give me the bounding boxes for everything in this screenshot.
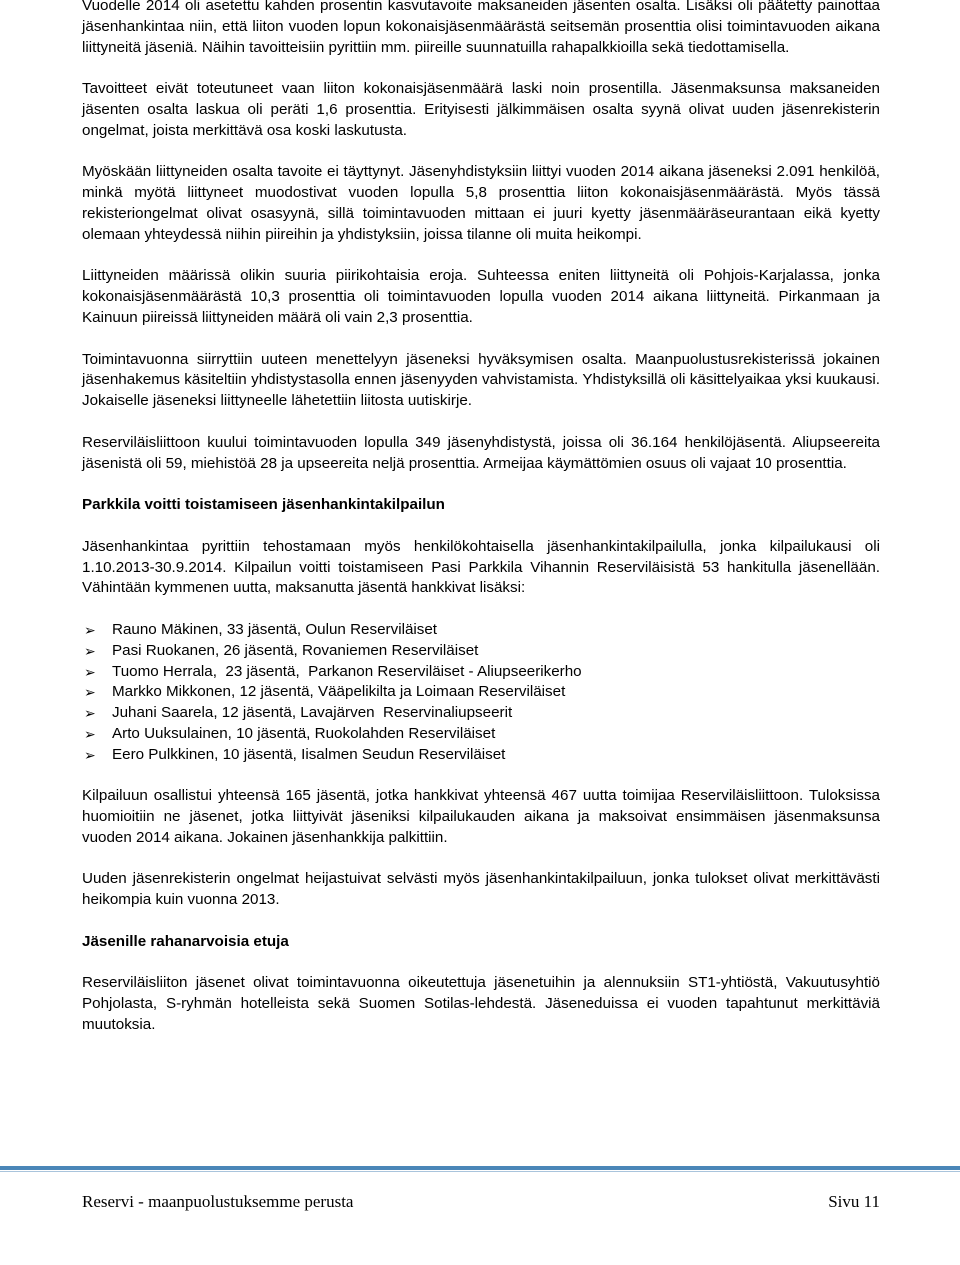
list-item — [82, 745, 880, 766]
list-item — [82, 641, 880, 662]
paragraph: Vuodelle 2014 oli asetettu kahden prosentin kasvutavoite maksaneiden jäsenten osalta. Lisäksi oli päätetty painottaa jäsenhankintaa niin, että liiton vuoden lopun kokonaisjäsenmäärästä seitsemän prosenttia olisi toimintavuoden aikana liittyneitä jäseniä. Näihin tavoitteisiin pyrittiin mm. piireille suunnatuilla rahapalkkioilla sekä tiedottamisella. — [82, 0, 880, 56]
list-item-text: Rauno Mäkinen, 33 jäsentä, Oulun Reserviläiset — [112, 620, 438, 638]
paragraph: Toimintavuonna siirryttiin uuteen menettelyyn jäseneksi hyväksymisen osalta. Maanpuolustusrekisterissä jokainen jäsenhakemus käsiteltiin yhdistystasolla ennen jäsenyyden vahvistamista. Yhdistyksillä oli käsittelyaikaa yksi kuukausi. Jokaiselle jäseneksi liittyneelle lähetettiin liitosta uutiskirje. — [82, 350, 880, 410]
arrow-bullet-icon: ➢ — [84, 746, 96, 763]
list-item-text: Pasi Ruokanen, 26 jäsentä, Rovaniemen Reserviläiset — [112, 641, 479, 659]
list-item — [82, 682, 880, 703]
page-number: Sivu 11 — [828, 1192, 880, 1211]
list-item-text: Juhani Saarela, 12 jäsentä, Lavajärven Reservinaliupseerit — [112, 704, 513, 722]
arrow-bullet-icon: ➢ — [84, 705, 96, 722]
list-item — [82, 662, 880, 683]
paragraph: Myöskään liittyneiden osalta tavoite ei täyttynyt. Jäsenyhdistyksiin liittyi vuoden 2014 aikana jäseneksi 2.091 henkilöä, minkä myötä liittyneet muodostivat vuoden lopulla 5,8 prosenttia liiton kokonaisjäsenmäärästä. Myös tässä rekisteriongelmat olivat osasyynä, sillä toimintavuoden mittaan ei juuri kyetty jäsenmääräseurantaan eikä kyetty olemaan yhteydessä niihin piireihin ja yhdistyksiin, joissa tilanne oli muita heikompi. — [82, 163, 880, 243]
footer-title: Reservi - maanpuolustuksemme perusta — [82, 1192, 354, 1211]
arrow-bullet-icon: ➢ — [84, 642, 96, 659]
competitor-list — [82, 620, 880, 766]
list-item — [82, 620, 880, 641]
page-content — [82, 0, 880, 1057]
list-item-text: Tuomo Herrala, 23 jäsentä, Parkanon Reserviläiset - Aliupseerikerho — [112, 662, 582, 680]
paragraph: Kilpailuun osallistui yhteensä 165 jäsentä, jotka hankkivat yhteensä 467 uutta toimijaa Reserviläisliittoon. Tuloksissa huomioitiin ne jäsenet, jotka liittyivät jäseniksi kilpailukauden aikana ja maksoivat ensimmäisen jäsenmaksunsa vuoden 2014 aikana. Jokainen jäsenhankkija palkittiin. — [82, 787, 880, 846]
list-item — [82, 703, 880, 724]
paragraph: Reserviläisliiton jäsenet olivat toimintavuonna oikeutettuja jäsenetuihin ja alennuksiin ST1-yhtiöstä, Vakuutusyhtiö Pohjolasta, S-ryhmän hotelleista sekä Suomen Sotilas-lehdestä. Jäseneduissa ei vuoden tapahtunut merkittäviä muutoksia. — [82, 974, 880, 1034]
list-item-text: Markko Mikkonen, 12 jäsentä, Vääpelikilta ja Loimaan Reserviläiset — [112, 683, 566, 701]
arrow-bullet-icon: ➢ — [84, 725, 96, 742]
section-heading: Jäsenille rahanarvoisia etuja — [82, 932, 289, 950]
arrow-bullet-icon: ➢ — [84, 621, 96, 638]
paragraph: Uuden jäsenrekisterin ongelmat heijastuivat selvästi myös jäsenhankintakilpailuun, jonka tulokset olivat merkittävästi heikompia kuin vuonna 2013. — [82, 870, 880, 909]
footer-rule-thin — [0, 1171, 960, 1172]
paragraph: Jäsenhankintaa pyrittiin tehostamaan myös henkilökohtaisella jäsenhankintakilpailulla, jonka kilpailukausi oli 1.10.2013-30.9.2014. Kilpailun voitti toistamiseen Pasi Parkkila Vihannin Reserviläisistä 53 hankitulla jäsenellään. Vähintään kymmenen uutta, maksanutta jäsentä hankkivat lisäksi: — [82, 537, 880, 597]
paragraph: Liittyneiden määrissä olikin suuria piirikohtaisia eroja. Suhteessa eniten liittyneitä oli Pohjois-Karjalassa, jonka kokonaisjäsenmäärästä 10,3 prosenttia oli toimintavuoden lopulla vuoden 2014 aikana liittyneitä. Pirkanmaan ja Kainuun piireissä liittyneiden määrä oli vain 2,3 prosenttia. — [82, 267, 880, 326]
list-item-text: Arto Uuksulainen, 10 jäsentä, Ruokolahden Reserviläiset — [112, 724, 496, 742]
section-heading: Parkkila voitti toistamiseen jäsenhankintakilpailun — [82, 496, 445, 514]
list-item-text: Eero Pulkkinen, 10 jäsentä, Iisalmen Seudun Reserviläiset — [112, 745, 506, 763]
paragraph: Tavoitteet eivät toteutuneet vaan liiton kokonaisjäsenmäärä laski noin prosentilla. Jäsenmaksunsa maksaneiden jäsenten osalta laskua oli peräti 1,6 prosenttia. Erityisesti jälkimmäisen osalta syynä olivat uuden jäsenrekisterin ongelmat, joista merkittävä osa koski laskutusta. — [82, 80, 880, 139]
arrow-bullet-icon: ➢ — [84, 663, 96, 680]
arrow-bullet-icon: ➢ — [84, 684, 96, 701]
footer-rule — [0, 1166, 960, 1170]
paragraph: Reserviläisliittoon kuului toimintavuoden lopulla 349 jäsenyhdistystä, joissa oli 36.164 henkilöjäsentä. Aliupseereita jäsenistä oli 59, miehistöä 28 ja upseereita neljä prosenttia. Armeijaa käymättömien osuus oli vajaat 10 prosenttia. — [82, 433, 880, 472]
list-item — [82, 724, 880, 745]
